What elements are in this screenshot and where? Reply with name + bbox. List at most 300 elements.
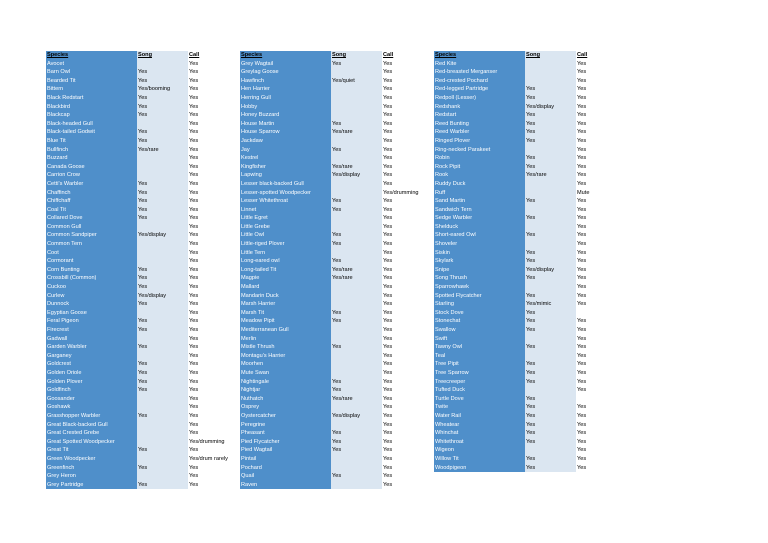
song-cell: Yes [137,111,188,120]
species-cell: House Sparrow [240,128,331,137]
species-cell: Raven [240,481,331,490]
table-row [46,369,233,378]
species-cell: Blackbird [46,103,137,112]
song-cell [137,60,188,69]
species-cell: Nightjar [240,386,331,395]
species-cell: Rook [434,171,525,180]
song-cell: Yes [331,386,382,395]
song-cell: Yes [137,481,188,490]
species-cell: Little Owl [240,231,331,240]
song-cell: Yes/booming [137,85,188,94]
species-cell: Tawny Owl [434,343,525,352]
call-cell: Yes [576,128,621,137]
song-cell: Yes [525,120,576,129]
table-row [240,412,427,421]
table-row [46,223,233,232]
call-cell: Yes [382,94,427,103]
call-cell: Yes [188,146,233,155]
call-cell: Yes [188,481,233,490]
table-row [434,352,621,361]
call-cell: Yes [382,412,427,421]
call-cell: Yes [382,403,427,412]
song-cell [525,68,576,77]
species-cell: Coot [46,249,137,258]
call-cell: Yes [576,197,621,206]
call-cell: Yes [576,146,621,155]
table-row [434,68,621,77]
song-cell: Yes [331,60,382,69]
table-row [434,146,621,155]
table-row [434,266,621,275]
song-cell [525,223,576,232]
table-row [46,472,233,481]
song-cell [525,335,576,344]
call-cell: Yes [382,386,427,395]
table-row [434,180,621,189]
call-cell: Yes [382,231,427,240]
table-row [434,231,621,240]
call-cell: Yes [188,180,233,189]
song-cell [331,94,382,103]
species-cell: Wigeon [434,446,525,455]
call-cell: Yes [382,472,427,481]
call-cell: Yes [576,429,621,438]
table-row [434,300,621,309]
song-cell: Yes [525,343,576,352]
song-cell [525,60,576,69]
call-cell: Yes [188,189,233,198]
species-cell: Ring-necked Parakeet [434,146,525,155]
table-row [434,214,621,223]
species-cell: Mallard [240,283,331,292]
song-cell: Yes [137,274,188,283]
call-cell: Yes [382,464,427,473]
table-row [46,85,233,94]
call-cell: Yes [188,60,233,69]
species-cell: Garganey [46,352,137,361]
header-row [240,51,427,60]
call-cell: Yes [188,206,233,215]
table-row [434,60,621,69]
call-cell: Yes [188,335,233,344]
species-cell: House Martin [240,120,331,129]
song-cell: Yes [525,94,576,103]
call-cell: Yes [576,378,621,387]
table-row [46,171,233,180]
song-cell: Yes [137,412,188,421]
species-cell: Kingfisher [240,163,331,172]
table-row [434,343,621,352]
species-cell: Treecreeper [434,378,525,387]
table-row [434,197,621,206]
species-cell: Red-legged Partridge [434,85,525,94]
call-cell: Yes [382,352,427,361]
song-cell: Yes [525,111,576,120]
song-cell: Yes [525,360,576,369]
call-cell: Yes [188,343,233,352]
species-cell: Woodpigeon [434,464,525,473]
song-cell: Yes [525,438,576,447]
species-cell: Dunnock [46,300,137,309]
song-cell: Yes [331,120,382,129]
table-row [240,111,427,120]
species-cell: Sand Martin [434,197,525,206]
table-row [46,352,233,361]
species-cell: Great Black-backed Gull [46,421,137,430]
species-table-2 [240,51,427,489]
song-cell [525,446,576,455]
table-row [434,274,621,283]
table-row [46,137,233,146]
call-cell: Yes [576,120,621,129]
table-row [46,266,233,275]
call-cell: Yes [188,171,233,180]
table-row [240,283,427,292]
song-cell: Yes [137,103,188,112]
call-cell: Yes [188,300,233,309]
call-cell: Yes [576,283,621,292]
song-cell: Yes [331,472,382,481]
species-cell: Mediterranean Gull [240,326,331,335]
table-row [240,137,427,146]
table-row [434,223,621,232]
species-cell: Little-riged Plover [240,240,331,249]
header-song: Song [525,51,576,60]
song-cell: Yes [331,257,382,266]
song-cell [331,283,382,292]
species-cell: Pied Flycatcher [240,438,331,447]
table-row [434,438,621,447]
species-table-1 [46,51,233,489]
table-row [434,171,621,180]
table-row [240,429,427,438]
call-cell: Yes [576,317,621,326]
table-row [240,120,427,129]
species-cell: Hobby [240,103,331,112]
table-row [434,378,621,387]
song-cell: Yes [525,274,576,283]
species-cell: Jackdaw [240,137,331,146]
call-cell: Yes [188,446,233,455]
call-cell: Yes [576,257,621,266]
call-cell: Yes [382,60,427,69]
table-row [240,163,427,172]
species-cell: Lapwing [240,171,331,180]
call-cell: Yes [576,412,621,421]
call-cell: Yes [576,274,621,283]
call-cell: Yes [576,403,621,412]
species-cell: Black-tailed Godwit [46,128,137,137]
song-cell [331,352,382,361]
header-species: Species [434,51,525,60]
song-cell: Yes [137,326,188,335]
species-cell: Starling [434,300,525,309]
species-cell: Osprey [240,403,331,412]
call-cell: Yes [382,360,427,369]
table-row [434,94,621,103]
species-cell: Peregrine [240,421,331,430]
species-cell: Hawfinch [240,77,331,86]
table-row [240,171,427,180]
song-cell: Yes/display [525,266,576,275]
call-cell: Yes [576,68,621,77]
song-cell: Yes [525,128,576,137]
call-cell: Yes [382,171,427,180]
call-cell: Yes [188,240,233,249]
call-cell: Yes [382,283,427,292]
table-row [434,429,621,438]
call-cell: Yes [382,429,427,438]
header-row [434,51,621,60]
species-cell: Little Tern [240,249,331,258]
call-cell: Yes [188,85,233,94]
song-cell [331,85,382,94]
call-cell: Yes [188,94,233,103]
song-cell [331,103,382,112]
table-row [46,60,233,69]
call-cell: Yes/drumming [382,189,427,198]
song-cell [331,292,382,301]
species-cell: Sedge Warbler [434,214,525,223]
header-call: Call [382,51,427,60]
call-cell: Yes [188,292,233,301]
call-cell: Yes [576,292,621,301]
table-row [434,369,621,378]
species-cell: Marsh Tit [240,309,331,318]
header-call: Call [576,51,621,60]
species-cell: Grey Heron [46,472,137,481]
call-cell: Yes [576,343,621,352]
table-row [240,352,427,361]
call-cell: Yes [382,343,427,352]
table-row [434,206,621,215]
song-cell: Yes [525,412,576,421]
species-cell: Hen Harrier [240,85,331,94]
species-cell: Whitethroat [434,438,525,447]
call-cell: Yes [576,231,621,240]
species-cell: Montagu's Harrier [240,352,331,361]
species-cell: Shoveler [434,240,525,249]
species-cell: Common Sandpiper [46,231,137,240]
song-cell [137,120,188,129]
song-cell: Yes [137,197,188,206]
song-cell [331,68,382,77]
table-row [240,378,427,387]
species-cell: Greylag Goose [240,68,331,77]
call-cell: Yes [188,378,233,387]
table-row [46,446,233,455]
species-cell: Golden Plover [46,378,137,387]
species-cell: Sparrowhawk [434,283,525,292]
species-cell: Cormorant [46,257,137,266]
species-cell: Grey Wagtail [240,60,331,69]
species-cell: Marsh Harrier [240,300,331,309]
song-cell: Yes [331,206,382,215]
table-row [434,317,621,326]
species-cell: Nightingale [240,378,331,387]
table-row [240,386,427,395]
call-cell: Yes [382,249,427,258]
song-cell [137,472,188,481]
song-cell: Yes [137,266,188,275]
species-cell: Sandwich Tern [434,206,525,215]
table-row [240,85,427,94]
call-cell: Yes [188,360,233,369]
song-cell [331,180,382,189]
table-row [434,111,621,120]
species-cell: Avocet [46,60,137,69]
song-cell: Yes [525,249,576,258]
table-row [46,429,233,438]
song-cell [137,223,188,232]
species-cell: Robin [434,154,525,163]
species-cell: Black Redstart [46,94,137,103]
song-cell: Yes/rare [331,266,382,275]
song-cell: Yes [525,137,576,146]
species-cell: Reed Warbler [434,128,525,137]
call-cell: Yes [576,163,621,172]
table-row [434,85,621,94]
call-cell: Yes [382,421,427,430]
song-cell: Yes [137,360,188,369]
call-cell: Yes [188,326,233,335]
table-row [434,386,621,395]
call-cell: Yes [188,249,233,258]
song-cell: Yes [525,154,576,163]
species-cell: Chaffinch [46,189,137,198]
song-cell [525,189,576,198]
call-cell: Yes [576,455,621,464]
table-row [46,214,233,223]
table-row [434,154,621,163]
call-cell: Yes [382,438,427,447]
species-cell: Feral Pigeon [46,317,137,326]
species-cell: Reed Bunting [434,120,525,129]
table-row [46,292,233,301]
table-row [434,464,621,473]
species-cell: Pochard [240,464,331,473]
species-cell: Grey Partridge [46,481,137,490]
song-cell: Yes [137,94,188,103]
species-cell: Collared Dove [46,214,137,223]
table-row [240,455,427,464]
call-cell: Yes [382,214,427,223]
call-cell: Yes [188,197,233,206]
table-row [46,403,233,412]
species-cell: Skylark [434,257,525,266]
table-row [434,120,621,129]
table-row [240,223,427,232]
table-row [46,94,233,103]
species-cell: Corn Bunting [46,266,137,275]
call-cell: Yes [382,309,427,318]
header-species: Species [46,51,137,60]
species-cell: Golden Oriole [46,369,137,378]
call-cell: Yes [382,455,427,464]
call-cell: Yes [188,429,233,438]
call-cell: Yes [576,352,621,361]
call-cell: Yes [382,180,427,189]
table-row [46,326,233,335]
species-cell: Bullfinch [46,146,137,155]
table-row [46,180,233,189]
species-cell: Red Kite [434,60,525,69]
species-cell: Twite [434,403,525,412]
header-song: Song [331,51,382,60]
species-cell: Goldfinch [46,386,137,395]
song-cell [525,386,576,395]
table-row [46,154,233,163]
table-row [46,163,233,172]
call-cell: Yes [188,317,233,326]
call-cell: Yes [382,85,427,94]
species-cell: Redpoll (Lesser) [434,94,525,103]
song-cell: Yes [331,429,382,438]
song-cell [137,455,188,464]
table-row [46,464,233,473]
song-cell: Yes/rare [331,128,382,137]
call-cell: Yes [382,154,427,163]
table-row [434,360,621,369]
song-cell: Yes [137,189,188,198]
species-cell: Great Spotted Woodpecker [46,438,137,447]
table-row [434,395,621,404]
call-cell: Yes [188,421,233,430]
species-cell: Great Tit [46,446,137,455]
call-cell: Yes [576,214,621,223]
table-row [46,240,233,249]
song-cell [331,214,382,223]
song-cell: Yes [137,283,188,292]
call-cell: Yes [382,395,427,404]
table-row [46,386,233,395]
song-cell [137,421,188,430]
call-cell: Yes [382,197,427,206]
table-row [434,455,621,464]
song-cell [331,154,382,163]
call-cell: Yes [576,369,621,378]
song-cell [137,438,188,447]
species-cell: Ruddy Duck [434,180,525,189]
table-row [240,395,427,404]
call-cell: Yes [382,223,427,232]
table-row [240,403,427,412]
song-cell [137,335,188,344]
song-cell [137,240,188,249]
song-cell: Yes [331,343,382,352]
species-cell: Little Egret [240,214,331,223]
species-cell: Merlin [240,335,331,344]
species-cell: Water Rail [434,412,525,421]
call-cell: Yes [382,326,427,335]
song-cell [331,369,382,378]
species-cell: Long-eared owl [240,257,331,266]
species-cell: Goldcrest [46,360,137,369]
table-row [434,446,621,455]
song-cell: Yes/display [331,171,382,180]
song-cell: Yes [137,137,188,146]
call-cell: Yes [188,154,233,163]
call-cell: Yes [188,352,233,361]
table-row [434,421,621,430]
call-cell: Yes [382,335,427,344]
song-cell: Yes [331,317,382,326]
song-cell: Yes [331,240,382,249]
call-cell: Yes [188,68,233,77]
species-cell: Lesser black-backed Gull [240,180,331,189]
species-cell: Swift [434,335,525,344]
song-cell: Yes [331,438,382,447]
